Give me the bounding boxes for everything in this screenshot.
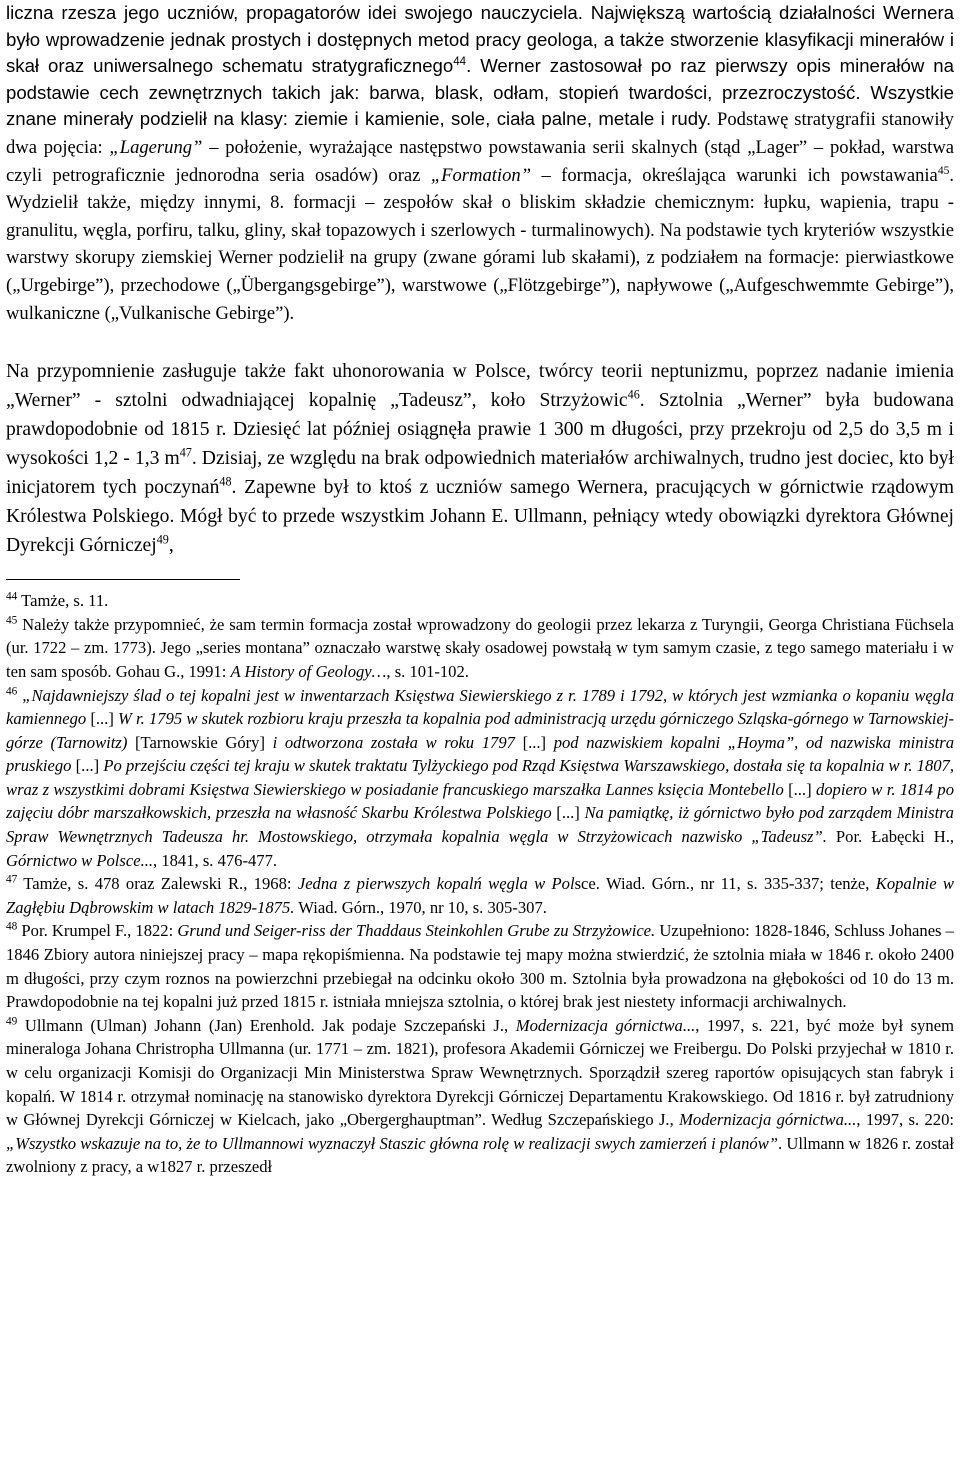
text-run: – formacja, określająca warunki ich powstawania (531, 164, 938, 186)
text-run: . Zapewne był to ktoś z uczniów samego Wernera, pracujących w górnictwie rządowym Królestwa Polskiego. Mógł być to przede wszystkim Johann E. Ullmann, pełniący wtedy obowiązki dyrektora Głównej Dyrekcji Górniczej (6, 477, 954, 557)
footnote-45 (6, 613, 954, 684)
footnote-text: [...] (556, 803, 580, 823)
footnote-text: [...] (75, 756, 100, 776)
text-run: . Dzisiaj, ze względu na brak odpowiednich materiałów archiwalnych, trudno jest dociec, kto był inicjatorem tych poczynań (6, 448, 954, 499)
footnote-text: [...] (90, 709, 114, 729)
footnote-quote: i odtworzona została w roku 1797 (265, 732, 523, 752)
footnote-48 (6, 919, 954, 1013)
text-run: . Werner zastosował po raz pierwszy opis minerałów na podstawie cech zewnętrznych takich jak: barwa, blask, odłam, stopień twardości, przezroczystość. Wszystkie znane minerały podzielił na klasy: ziemie i kamienie, sole, ciała palne, metale i rudy. (6, 55, 954, 130)
footnote-title: Górnictwo w Polsce... (6, 850, 154, 870)
text-run: . Sztolnia „Werner” była budowana prawdopodobnie od 1815 r. Dziesięć lat później osiągnęła prawie 1 300 m długości, przy przekroju od 2,5 do 3,5 m i wysokości 1,2 - 1,3 m (6, 390, 955, 470)
footnote-separator (6, 579, 240, 580)
footnote-number: 48 (6, 920, 18, 933)
footnote-number: 45 (6, 614, 18, 627)
term-lagerung: „Lagerung” (109, 136, 203, 158)
footnote-title: Grund und Seiger-riss der Thaddaus Steinkohlen Grube zu Strzyżowice. (177, 921, 656, 941)
text-run: Na przypomnienie zasługuje także fakt uhonorowania w Polsce, twórcy teorii neptunizmu, poprzez nadanie imienia „Werner” - sztolni odwadniającej kopalnię „Tadeusz”, koło Strzyżowic (6, 361, 954, 412)
footnote-title: Modernizacja górnictwa... (679, 1110, 857, 1130)
footnote-quote: W r. 1795 w skutek rozbioru kraju przeszła ta kopalnia pod administracją urzędu górniczego Szląska-górnego w Tarnowskiej-górze (Tarnowitz) (6, 709, 954, 752)
term-formation: „Formation” (430, 164, 532, 186)
footnote-quote: dopiero w r. 1814 po zajęciu dóbr marszałkowskich, przeszła na własność Skarbu Królestwa Polskiego (6, 779, 954, 823)
footnote-text: , 1997, s. 221, być może był synem mineraloga Johana Christropha Ullmanna (ur. 1771 – zm. 1821), profesora Akademii Górniczej we Freibergu. Do Polski przyjechał w 1810 r. w celu organizacji Komisji do Organizacji Min Ministerstwa Spraw Wewnętrznych. Sporządził szereg raportów opisujących stan fabryk i kopalń. W 1814 r. otrzymał nominację na stanowisko dyrektora Dyrekcji Górniczej Departamentu Krakowskiego. Od 1816 r. był zatrudniony w Głównej Dyrekcji Górniczej w Kielcach, jako „Obergerghauptman”. Według Szczepańskiego J., (6, 1015, 954, 1130)
footnote-text: Tamże, s. 11. (17, 591, 109, 611)
footnote-quote: „Wszystko wskazuje na to, że to Ullmannowi wyznaczył Staszic główna rolę w realizacji swych zamierzeń i planów” (6, 1133, 779, 1153)
footnote-number: 46 (6, 684, 18, 697)
footnotes (6, 589, 954, 1179)
footnote-text: [Tarnowskie Góry] (135, 732, 265, 752)
footnote-title: Modernizacja górnictwa... (515, 1015, 696, 1035)
body-paragraph-1 (6, 0, 954, 327)
footnote-text: Por. Krumpel F., 1822: (17, 921, 178, 941)
text-run: Podstawę stratygrafii stanowiły dwa pojęcia: (6, 109, 954, 158)
footnote-ref-45[interactable]: 45 (937, 164, 950, 177)
footnote-44 (6, 589, 954, 613)
footnote-quote: „Najdawniejszy ślad o tej kopalni jest w inwentarzach Księstwa Siewierskiego z r. 1789 i 1792, w których jest wzmianka o kopaniu węgla kamiennego (6, 685, 954, 729)
footnote-title: Jedna z pierwszych kopalń węgla w Pol (297, 874, 575, 894)
footnote-text: Wiad. Górn., 1970, nr 10, s. 305-307. (294, 897, 547, 917)
text-run-serif (6, 109, 954, 323)
footnote-title: A History of Geology… (230, 661, 387, 681)
footnote-quote: Na pamiątkę, iż górnictwo było pod zarządem Ministra Spraw Wewnętrznych Tadeusza hr. Mostowskiego, otrzymała kopalnia węgla w Strzyżowicach nazwisko „Tadeusz”. (6, 803, 954, 847)
footnote-quote: Po przejściu części tej kraju w skutek traktatu Tylżyckiego pod Rząd Księstwa Warszawskiego, dostała się ta kopalnia w r. 1807, wraz z wszystkimi dobrami Księstwa Siewierskiego w posiadanie francuskiego marszałka Lannes księcia Montebello (6, 756, 954, 799)
footnote-ref-47[interactable]: 47 (179, 445, 192, 460)
footnote-text: , s. 101-102. (386, 661, 469, 681)
footnote-ref-49[interactable]: 49 (156, 532, 169, 547)
footnote-text: Por. Łabęcki H., (826, 827, 954, 847)
text-run: liczna rzesza jego uczniów, propagatorów idei swojego nauczyciela. Największą wartością działalności Wernera było wprowadzenie jednak prostych i dostępnych metod pracy geologa, a także stworzenie klasyfikacji minerałów i skał oraz uniwersalnego schematu stratygraficznego (6, 2, 954, 77)
footnote-49 (6, 1014, 954, 1179)
footnote-text: Należy także przypomnieć, że sam termin formacja został wprowadzony do geologii przez lekarza z Turyngii, Georga Christiana Füchsela (ur. 1722 – zm. 1773). Jego „series montana” oznaczało warstwę skały osadowej powstałą w tym samym czasie, z tego samego materiału i w ten sam sposób. Gohau G., 1991: (6, 614, 954, 681)
footnote-text: , 1841, s. 476-477. (153, 850, 278, 870)
footnote-number: 49 (6, 1015, 18, 1028)
footnote-text: [...] (522, 732, 547, 752)
footnote-text: , 1997, s. 220: (856, 1110, 954, 1130)
footnote-title: Kopalnie w Zagłębiu Dąbrowskim w latach 1829-1875. (6, 874, 954, 917)
footnote-quote: pod nazwiskiem kopalni „Hoyma”, od nazwiska ministra pruskiego (6, 732, 955, 776)
footnote-47 (6, 872, 954, 919)
footnote-ref-46[interactable]: 46 (627, 387, 640, 402)
footnote-46 (6, 684, 954, 873)
footnote-text: . Ullmann w 1826 r. został zwolniony z pracy, a w1827 r. przeszedł (6, 1133, 954, 1177)
text-run: – położenie, wyrażające następstwo powstawania serii skalnych (stąd „Lager” – pokład, warstwa czyli petrograficznie jednorodna seria osadów) oraz (6, 136, 954, 186)
body-paragraph-2 (6, 357, 954, 560)
footnote-text: [...] (788, 779, 812, 799)
text-run: . Wydzielił także, między innymi, 8. formacji – zespołów skał o bliskim składzie chemicznym: łupku, wapienia, trapu - granulitu, węgla, porfiru, talku, gliny, skał topazowych i szerlowych - turmalinowych). Na podstawie tych kryteriów wszystkie warstwy skorupy ziemskiej Werner podzielił na grupy (zwane górami lub skałami), z podziałem na formacje: pierwiastkowe („Urgebirge”), przechodowe („Übergangsgebirge”), warstwowe („Flötzgebirge”), napływowe („Aufgeschwemmte Gebirge”), wulkaniczne („Vulkanische Gebirge”). (6, 164, 954, 324)
footnote-ref-48[interactable]: 48 (219, 474, 232, 489)
footnote-ref-44[interactable]: 44 (453, 56, 467, 68)
footnote-number: 44 (6, 590, 18, 603)
text-run: , (168, 535, 174, 557)
footnote-number: 47 (6, 873, 18, 886)
footnote-text: Tamże, s. 478 oraz Zalewski R., 1968: (17, 874, 298, 894)
footnote-text: Ullmann (Ulman) Johann (Jan) Erenhold. Jak podaje Szczepański J., (17, 1015, 516, 1035)
footnote-text: Uzupełniono: 1828-1846, Schluss Johanes – 1846 Zbiory autora niniejszej pracy – mapa rękopiśmienna. Na podstawie tej mapy można stwierdzić, że sztolnia miała w 1846 r. około 2400 m długości, przy czym roznos na powierzchni przebiegał na odcinku około 300 m. Sztolnia była prowadzona na głębokości od 10 do 13 m. Prawdopodobnie na tej kopalni już przed 1815 r. istniała mniejsza sztolnia, o której brak jest niestety informacji archiwalnych. (6, 921, 954, 1012)
footnote-text: sce. Wiad. Górn., nr 11, s. 335-337; tenże, (574, 874, 876, 894)
document-page (6, 0, 954, 1179)
